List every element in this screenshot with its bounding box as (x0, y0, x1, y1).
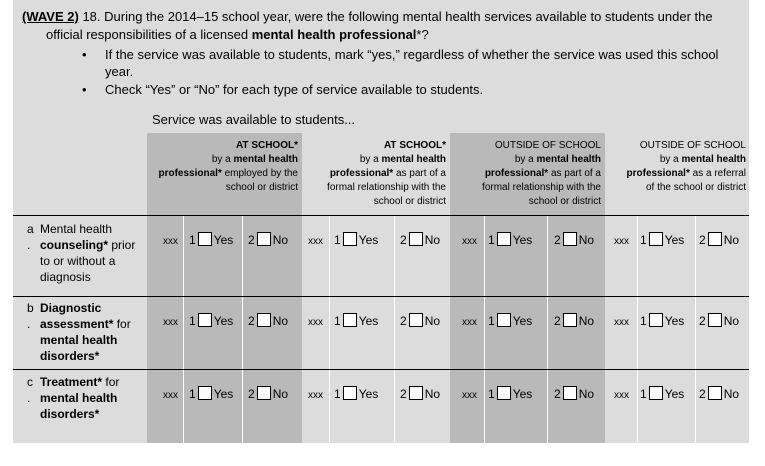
yes-label: Yes (358, 314, 379, 328)
response-code-text: xxx (163, 317, 178, 328)
wave-tag: (WAVE 2) (22, 9, 79, 24)
yes-label: Yes (213, 387, 234, 401)
row-text-bold: counseling* (40, 238, 109, 252)
no-label: No (272, 387, 289, 401)
header-bold: mental health (381, 154, 446, 165)
yes-label: Yes (512, 387, 533, 401)
no-label: No (578, 233, 595, 247)
no-checkbox[interactable] (257, 386, 271, 400)
row-text-bold: mental health (40, 391, 118, 405)
yes-label: Yes (512, 314, 533, 328)
yes-option[interactable] (640, 232, 684, 248)
divider (183, 216, 184, 443)
yes-checkbox[interactable] (497, 386, 511, 400)
yes-code: 1 (334, 387, 341, 401)
row-rule (13, 369, 749, 370)
question-text (22, 8, 750, 44)
row-text: for (102, 375, 120, 389)
response-code-text: xxx (308, 390, 323, 401)
no-label: No (723, 387, 740, 401)
divider (329, 216, 330, 443)
no-checkbox[interactable] (257, 232, 271, 246)
yes-checkbox[interactable] (343, 313, 357, 327)
no-label: No (723, 314, 740, 328)
no-checkbox[interactable] (409, 386, 423, 400)
header-text: by a (211, 154, 234, 165)
header-text: formal relationship with the (482, 182, 601, 193)
no-checkbox[interactable] (563, 313, 577, 327)
no-label: No (578, 387, 595, 401)
row-dot: . (27, 317, 31, 331)
bullet-glyph: • (82, 47, 87, 62)
yes-label: Yes (664, 314, 685, 328)
divider (547, 216, 548, 443)
header-text: school or district (225, 182, 298, 193)
row-text-bold: disorders* (40, 349, 100, 363)
header-text: employed by the (221, 168, 298, 179)
row-dot: . (27, 391, 31, 405)
yes-label: Yes (358, 233, 379, 247)
header-bold: mental health (536, 154, 601, 165)
available-label: Service was available to students... (152, 112, 356, 127)
header-text: as part of a (548, 168, 601, 179)
no-code: 2 (400, 233, 407, 247)
no-code: 2 (554, 387, 561, 401)
header-bold: professional* (626, 168, 690, 179)
yes-label: Yes (213, 314, 234, 328)
header-bold: professional* (484, 168, 549, 179)
yes-checkbox[interactable] (198, 313, 212, 327)
header-title: AT SCHOOL* (383, 140, 446, 151)
yes-checkbox[interactable] (198, 386, 212, 400)
no-code: 2 (554, 233, 561, 247)
yes-checkbox[interactable] (198, 232, 212, 246)
no-checkbox[interactable] (409, 232, 423, 246)
response-code (614, 386, 629, 402)
row-letter: a (27, 222, 34, 236)
yes-code: 1 (488, 387, 495, 401)
yes-code: 1 (640, 314, 647, 328)
no-option[interactable] (248, 386, 288, 402)
row-text: for (113, 317, 131, 331)
no-option[interactable] (699, 313, 739, 329)
row-text: diagnosis (40, 270, 91, 284)
yes-option[interactable] (189, 232, 233, 248)
header-text: by a (359, 154, 382, 165)
bullet-text: If the service was available to students, mark “yes,” regardless of whether the service was used this school year. (105, 47, 719, 79)
row-text-bold: disorders* (40, 407, 100, 421)
column-header-3 (451, 139, 601, 209)
no-label: No (424, 314, 441, 328)
no-option[interactable] (248, 232, 288, 248)
yes-code: 1 (488, 314, 495, 328)
response-code-text: xxx (163, 390, 178, 401)
header-title: AT SCHOOL* (235, 140, 298, 151)
yes-option[interactable] (488, 313, 532, 329)
response-code-text: xxx (614, 236, 629, 247)
column-header-2 (303, 139, 446, 209)
response-code (308, 313, 323, 329)
yes-label: Yes (213, 233, 234, 247)
no-option[interactable] (554, 232, 594, 248)
no-checkbox[interactable] (708, 313, 722, 327)
header-title: OUTSIDE OF SCHOOL (494, 140, 601, 151)
no-checkbox[interactable] (409, 313, 423, 327)
response-code (462, 313, 477, 329)
response-code-text: xxx (163, 236, 178, 247)
response-code-text: xxx (614, 390, 629, 401)
no-option[interactable] (554, 313, 594, 329)
yes-checkbox[interactable] (649, 386, 663, 400)
header-bold: mental health (233, 154, 298, 165)
no-label: No (424, 233, 441, 247)
yes-option[interactable] (640, 386, 684, 402)
header-text: by a (514, 154, 537, 165)
yes-checkbox[interactable] (649, 313, 663, 327)
yes-option[interactable] (488, 232, 532, 248)
yes-code: 1 (189, 387, 196, 401)
no-option[interactable] (400, 232, 440, 248)
response-code (614, 232, 629, 248)
yes-checkbox[interactable] (343, 386, 357, 400)
no-option[interactable] (400, 313, 440, 329)
row-text-bold: Treatment* (40, 375, 103, 389)
response-code (462, 386, 477, 402)
yes-code: 1 (640, 233, 647, 247)
response-code-text: xxx (462, 317, 477, 328)
header-text: by a (659, 154, 682, 165)
row-text-bold: mental health (40, 333, 118, 347)
response-code-text: xxx (308, 317, 323, 328)
row-letter: b (27, 301, 34, 315)
divider (242, 216, 243, 443)
question-line2-post: *? (416, 27, 429, 42)
no-code: 2 (554, 314, 561, 328)
no-option[interactable] (400, 386, 440, 402)
yes-code: 1 (640, 387, 647, 401)
response-code (163, 386, 178, 402)
no-code: 2 (400, 387, 407, 401)
yes-code: 1 (488, 233, 495, 247)
yes-label: Yes (664, 233, 685, 247)
response-code-text: xxx (462, 236, 477, 247)
header-bold: mental health (681, 154, 746, 165)
row-text: prior (108, 238, 136, 252)
no-code: 2 (248, 233, 255, 247)
no-checkbox[interactable] (563, 386, 577, 400)
response-code (163, 313, 178, 329)
header-rule (13, 215, 749, 216)
yes-label: Yes (358, 387, 379, 401)
no-code: 2 (699, 314, 706, 328)
header-bold: professional* (329, 168, 394, 179)
yes-option[interactable] (334, 313, 378, 329)
yes-option[interactable] (189, 386, 233, 402)
row-rule (13, 296, 749, 297)
no-label: No (424, 387, 441, 401)
response-code-text: xxx (308, 236, 323, 247)
header-bold: professional* (158, 168, 222, 179)
header-text: school or district (528, 196, 601, 207)
response-code (163, 232, 178, 248)
yes-code: 1 (334, 314, 341, 328)
row-text-bold: assessment* (40, 317, 114, 331)
header-text: school or district (373, 196, 446, 207)
no-code: 2 (248, 387, 255, 401)
response-code (462, 232, 477, 248)
row-letter: c (27, 375, 33, 389)
question-line2-bold: mental health professional (251, 27, 417, 42)
header-text: of the school or district (645, 182, 746, 193)
divider (695, 216, 696, 443)
response-code-text: xxx (462, 390, 477, 401)
no-option[interactable] (699, 386, 739, 402)
no-code: 2 (699, 233, 706, 247)
row-text-bold: Diagnostic (40, 301, 102, 315)
response-code (614, 313, 629, 329)
no-label: No (272, 314, 289, 328)
response-code-text: xxx (614, 317, 629, 328)
divider (394, 216, 395, 443)
yes-option[interactable] (334, 232, 378, 248)
no-label: No (272, 233, 289, 247)
no-label: No (578, 314, 595, 328)
response-code (308, 232, 323, 248)
no-code: 2 (699, 387, 706, 401)
column-header-1 (148, 139, 298, 195)
row-text: to or without a (40, 254, 116, 268)
response-code (308, 386, 323, 402)
yes-option[interactable] (189, 313, 233, 329)
no-checkbox[interactable] (708, 232, 722, 246)
header-text: as a referral (689, 168, 746, 179)
yes-label: Yes (512, 233, 533, 247)
no-option[interactable] (554, 386, 594, 402)
header-text: as part of a (393, 168, 446, 179)
yes-code: 1 (334, 233, 341, 247)
header-text: formal relationship with the (327, 182, 446, 193)
yes-option[interactable] (334, 386, 378, 402)
column-header-4 (606, 139, 746, 195)
question-line1: 18. During the 2014–15 school year, were the following mental health services available to students under the (78, 9, 713, 24)
no-code: 2 (248, 314, 255, 328)
row-text: Mental health (40, 222, 113, 236)
no-option[interactable] (699, 232, 739, 248)
yes-label: Yes (664, 387, 685, 401)
row-dot: . (27, 238, 31, 252)
yes-checkbox[interactable] (649, 232, 663, 246)
no-option[interactable] (248, 313, 288, 329)
question-line2-pre: official responsibilities of a licensed (46, 27, 252, 42)
yes-option[interactable] (488, 386, 532, 402)
no-label: No (723, 233, 740, 247)
yes-checkbox[interactable] (497, 232, 511, 246)
yes-code: 1 (189, 314, 196, 328)
divider (637, 216, 638, 443)
no-checkbox[interactable] (708, 386, 722, 400)
yes-code: 1 (189, 233, 196, 247)
header-title: OUTSIDE OF SCHOOL (639, 140, 746, 151)
bullet-glyph: • (82, 82, 87, 97)
no-checkbox[interactable] (257, 313, 271, 327)
yes-checkbox[interactable] (343, 232, 357, 246)
no-code: 2 (400, 314, 407, 328)
yes-checkbox[interactable] (497, 313, 511, 327)
no-checkbox[interactable] (563, 232, 577, 246)
yes-option[interactable] (640, 313, 684, 329)
divider (484, 216, 485, 443)
bullet-text: Check “Yes” or “No” for each type of service available to students. (105, 82, 484, 97)
